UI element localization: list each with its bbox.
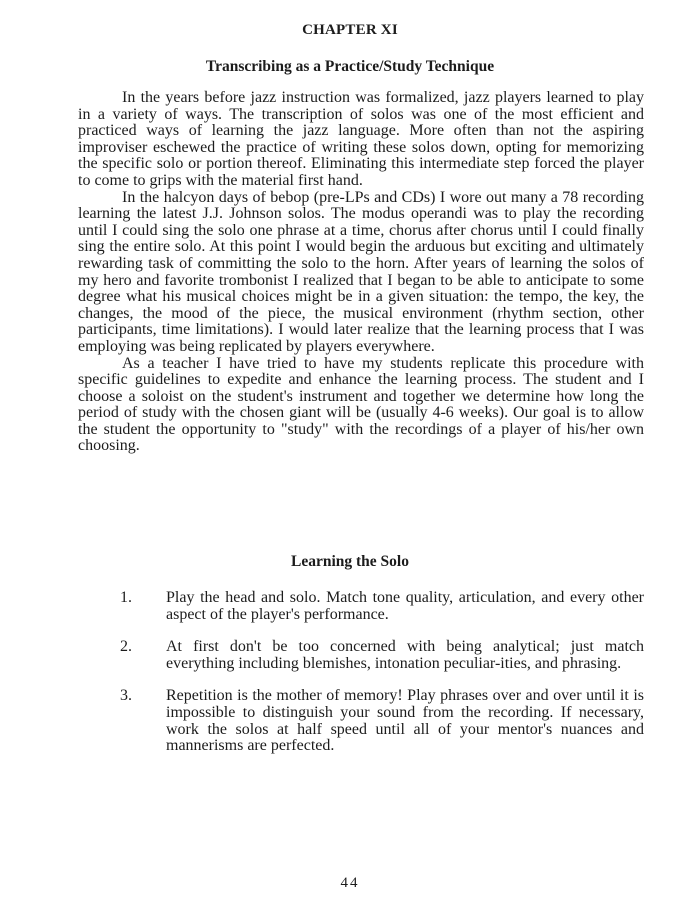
body-text	[78, 90, 644, 455]
step-text: At first don't be too concerned with being analytical; just match everything including blemishes, intonation peculiar-ities, and phrasing.	[166, 638, 644, 672]
step-text: Play the head and solo. Match tone quality, articulation, and every other aspect of the player's performance.	[166, 589, 644, 623]
steps-list	[120, 590, 644, 771]
section-title: Transcribing as a Practice/Study Technique	[205, 58, 495, 75]
chapter-title: CHAPTER XI	[302, 22, 398, 38]
list-item	[120, 590, 644, 623]
step-number: 2.	[120, 638, 132, 656]
list-item	[120, 688, 644, 754]
paragraph: In the halcyon days of bebop (pre-LPs and CDs) I wore out many a 78 recording learning the latest J.J. Johnson solos. The modus operandi was to play the recording until I could sing the solo one phrase at a time, chorus after chorus until I could finally sing the entire solo. At this point I would begin the arduous but exciting and ultimately rewarding task of committing the solo to the horn. After years of learning the solos of my hero and favorite trombonist I realized that I began to be able to anticipate to some degree what his musical choices might be in a given situation: the tempo, the key, the changes, the mood of the piece, the musical environment (rhythm section, other participants, time limitations). I would later realize that the learning process that I was employing was being replicated by players everywhere.	[78, 188, 644, 355]
paragraph: In the years before jazz instruction was formalized, jazz players learned to play in a variety of ways. The transcription of solos was one of the most efficient and practiced ways of learning the jazz language. More often than not the aspiring improviser eschewed the practice of writing these solos down, opting for memorizing the specific solo or portion thereof. Eliminating this intermediate step forced the player to come to grips with the material first hand.	[78, 89, 644, 189]
page-number: 44	[340, 875, 360, 891]
list-item	[120, 639, 644, 672]
subsection-title: Learning the Solo	[291, 553, 409, 570]
step-number: 3.	[120, 687, 132, 705]
paragraph: As a teacher I have tried to have my students replicate this procedure with specific guidelines to expedite and enhance the learning process. The student and I choose a soloist on the student's instrument and together we determine how long the period of study with the chosen giant will be (usually 4-6 weeks). Our goal is to allow the student the opportunity to "study" with the recordings of a player of his/her own choosing.	[78, 354, 644, 455]
step-number: 1.	[120, 589, 132, 606]
step-text: Repetition is the mother of memory! Play phrases over and over until it is impossible to distinguish your sound from the recording. If necessary, work the solos at half speed until all of your mentor's nuances and mannerisms are perfected.	[166, 687, 644, 755]
